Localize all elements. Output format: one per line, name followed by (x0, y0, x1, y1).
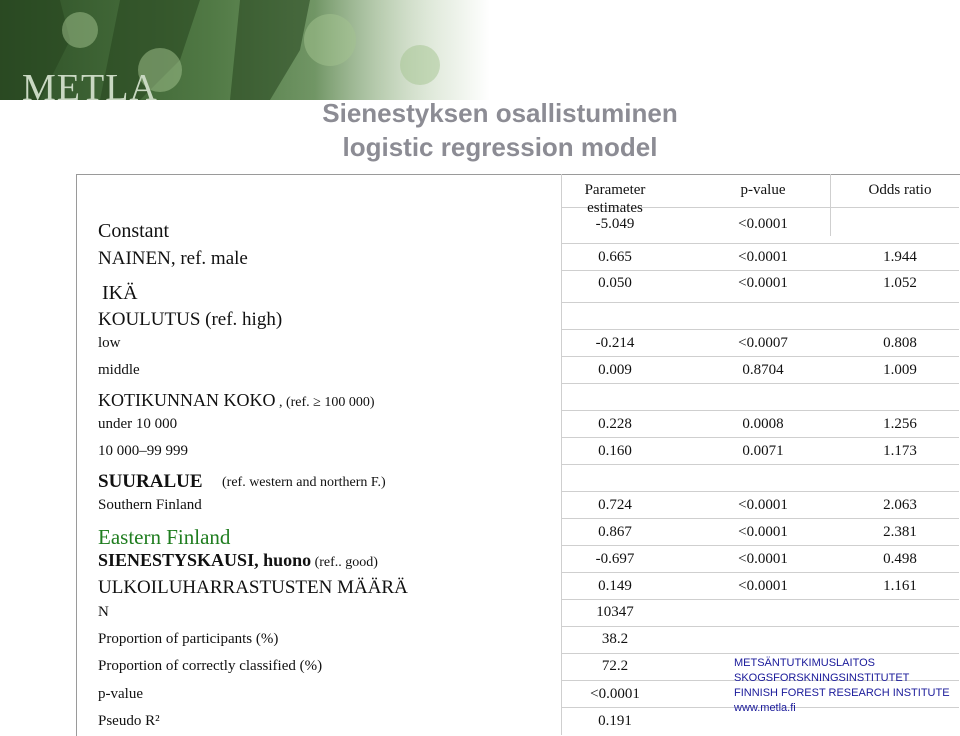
odds-low: 0.808 (883, 335, 917, 351)
row-label-koulutus (98, 309, 282, 331)
estimate-middle: 0.009 (598, 362, 632, 378)
footer-website-link[interactable]: www.metla.fi (734, 702, 796, 714)
grid-line (561, 464, 959, 465)
row-label-middle: middle (98, 362, 140, 378)
row-label-proportion-participants: Proportion of participants (%) (98, 631, 279, 647)
title-line-2: logistic regression model (342, 132, 658, 162)
value-correctly-classified: 72.2 (601, 658, 629, 674)
grid-line (561, 410, 959, 411)
odds-ika: 1.052 (883, 275, 917, 291)
odds-sienestyskausi: 0.498 (883, 551, 917, 567)
row-label-under10000: under 10 000 (98, 416, 178, 432)
grid-line (561, 626, 959, 627)
row-label-koulutus-ref: (ref. high) (200, 309, 283, 330)
pvalue-nainen: <0.0001 (738, 249, 788, 265)
footer-line-2: SKOGSFORSKNINGSINSTITUTET (734, 672, 910, 684)
row-label-kotikunnan-ref: , (ref. ≥ 100 000) (275, 395, 375, 410)
estimate-ika: 0.050 (598, 275, 632, 291)
value-pseudo-r2: 0.191 (598, 713, 632, 729)
grid-line (561, 329, 959, 330)
pvalue-middle: 0.8704 (742, 362, 784, 378)
metla-logo: METLA (22, 67, 158, 100)
row-label-low: low (98, 335, 121, 351)
pvalue-constant: <0.0001 (738, 216, 788, 232)
footer-line-3: FINNISH FOREST RESEARCH INSTITUTE (734, 687, 950, 699)
value-proportion-participants: 38.2 (601, 631, 629, 647)
row-label-sienestyskausi-main: SIENESTYSKAUSI, huono (98, 550, 312, 570)
estimate-under10000: 0.228 (598, 416, 632, 432)
row-label-correctly-classified: Proportion of correctly classified (%) (98, 658, 323, 674)
grid-line (830, 174, 831, 236)
odds-eastern-finland: 2.381 (883, 524, 917, 540)
odds-ulkoilu: 1.161 (883, 578, 917, 594)
row-label-suuralue-ref: (ref. western and northern F.) (222, 475, 386, 490)
title-line-1: Sienestyksen osallistuminen (322, 98, 678, 128)
pvalue-sienestyskausi: <0.0001 (738, 551, 788, 567)
grid-line (561, 653, 959, 654)
estimate-nainen: 0.665 (598, 249, 632, 265)
row-label-koulutus-main: KOULUTUS (98, 309, 201, 330)
column-header-odds: Odds ratio (868, 182, 932, 198)
pvalue-10000-99999: 0.0071 (742, 443, 784, 459)
grid-line (561, 437, 959, 438)
row-label-nainen-main: NAINEN, (98, 248, 176, 269)
value-model-pvalue: <0.0001 (590, 686, 640, 702)
row-label-eastern-finland: Eastern Finland (98, 525, 231, 549)
header-banner (0, 0, 960, 100)
estimate-eastern-finland: 0.867 (598, 524, 632, 540)
row-label-kotikunnan (98, 390, 375, 411)
estimate-southern-finland: 0.724 (598, 497, 632, 513)
odds-southern-finland: 2.063 (883, 497, 917, 513)
column-header-estimates-line1: Parameter (584, 182, 646, 198)
row-label-pseudo-r2: Pseudo R² (98, 713, 160, 729)
footer-line-1: METSÄNTUTKIMUSLAITOS (734, 657, 875, 669)
column-header-estimates-line2: estimates (587, 200, 643, 216)
grid-line (561, 174, 562, 735)
odds-10000-99999: 1.173 (883, 443, 917, 459)
grid-line (561, 518, 959, 519)
estimate-sienestyskausi: -0.697 (595, 551, 635, 567)
pvalue-southern-finland: <0.0001 (738, 497, 788, 513)
row-label-sienestyskausi-ref: (ref.. good) (311, 555, 378, 570)
row-label-kotikunnan-main: KOTIKUNNAN KOKO (98, 390, 276, 410)
grid-line (561, 383, 959, 384)
row-label-n: N (98, 604, 109, 620)
odds-under10000: 1.256 (883, 416, 917, 432)
row-label-constant: Constant (98, 220, 170, 242)
page-title (240, 96, 760, 164)
odds-nainen: 1.944 (883, 249, 917, 265)
row-label-ika: IKÄ (102, 282, 138, 304)
pvalue-eastern-finland: <0.0001 (738, 524, 788, 540)
column-header-pvalue: p-value (740, 182, 786, 198)
row-label-suuralue: SUURALUE (98, 471, 203, 492)
column-header-estimates (575, 181, 655, 217)
pvalue-ika: <0.0001 (738, 275, 788, 291)
row-label-sienestyskausi (98, 550, 378, 571)
estimate-constant: -5.049 (595, 216, 635, 232)
odds-middle: 1.009 (883, 362, 917, 378)
grid-line (561, 572, 959, 573)
row-label-nainen (98, 248, 248, 270)
grid-line (561, 356, 959, 357)
row-label-southern-finland: Southern Finland (98, 497, 202, 513)
row-label-model-pvalue: p-value (98, 686, 143, 702)
estimate-low: -0.214 (595, 335, 635, 351)
estimate-10000-99999: 0.160 (598, 443, 632, 459)
estimate-ulkoilu: 0.149 (598, 578, 632, 594)
grid-line (561, 599, 959, 600)
grid-line (561, 491, 959, 492)
pvalue-low: <0.0007 (738, 335, 788, 351)
institute-footer (734, 656, 950, 716)
row-label-ulkoilu: ULKOILUHARRASTUSTEN MÄÄRÄ (98, 577, 408, 598)
grid-line (561, 243, 959, 244)
grid-line (561, 302, 959, 303)
grid-line (561, 545, 959, 546)
pvalue-under10000: 0.0008 (742, 416, 784, 432)
pvalue-ulkoilu: <0.0001 (738, 578, 788, 594)
row-label-10000-99999: 10 000–99 999 (98, 443, 188, 459)
row-label-nainen-ref: ref. male (175, 248, 248, 269)
grid-line (561, 270, 959, 271)
value-n: 10347 (596, 604, 634, 620)
